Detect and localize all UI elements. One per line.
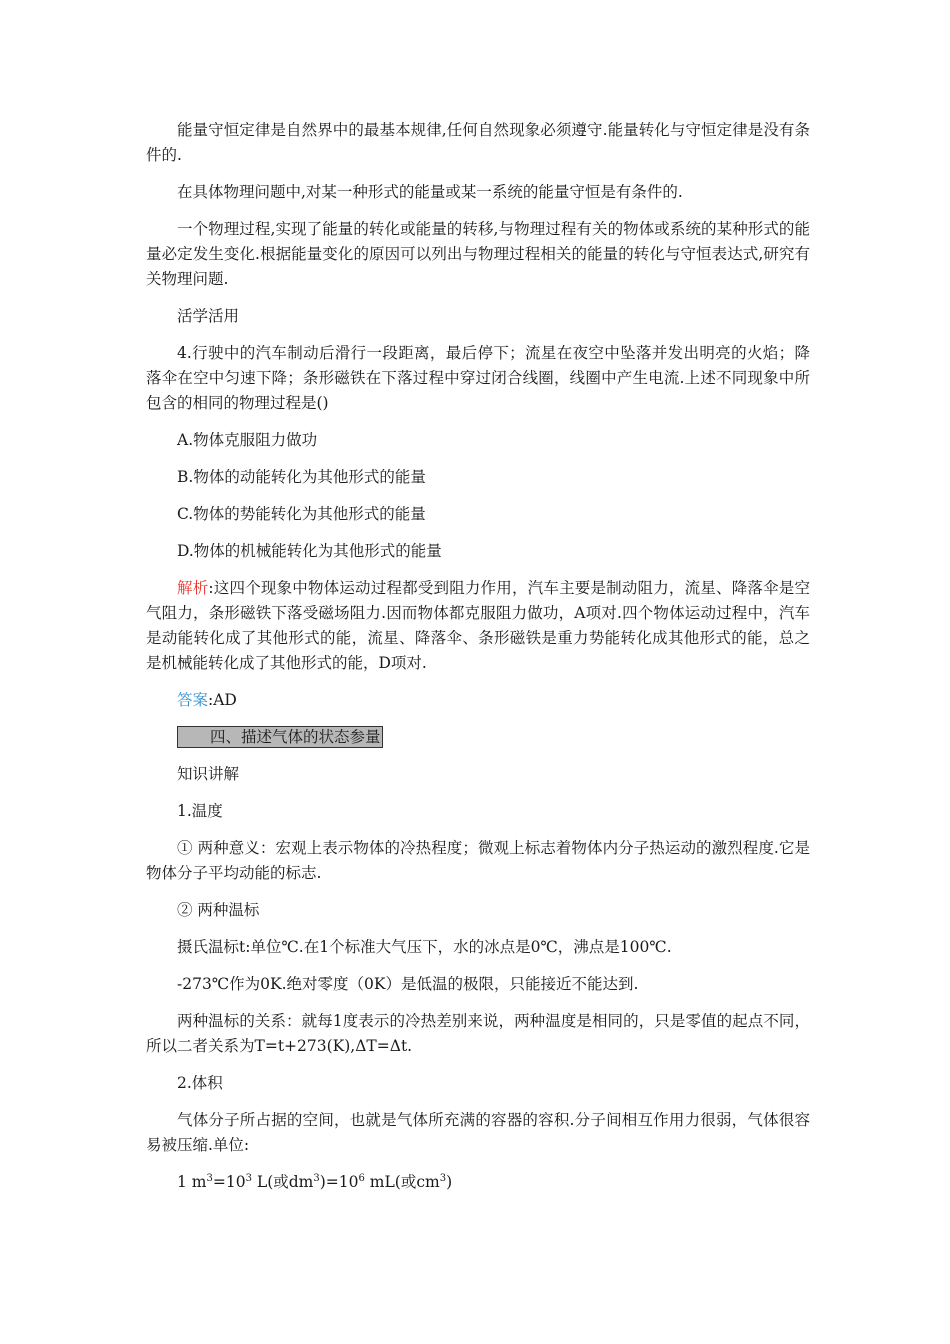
section-label-practice: 活学活用 — [177, 307, 240, 325]
formula-superscript: 3 — [245, 1172, 252, 1184]
volume-unit-formula — [146, 1170, 810, 1195]
subheading-temperature: 1.温度 — [177, 802, 223, 820]
option-c: C.物体的势能转化为其他形式的能量 — [177, 505, 426, 523]
option-d: D.物体的机械能转化为其他形式的能量 — [177, 542, 442, 560]
formula-superscript: 3 — [439, 1172, 447, 1184]
analysis-label: 解析 — [177, 579, 209, 597]
formula-part: L(或dm — [251, 1173, 314, 1191]
formula-superscript: 3 — [206, 1172, 213, 1184]
formula-part: =10 — [212, 1173, 246, 1191]
formula-part: )=10 — [319, 1173, 359, 1191]
paragraph-physical-process: 一个物理过程,实现了能量的转化或能量的转移,与物理过程有关的物体或系统的某种形式的能量必定发生变化.根据能量变化的原因可以列出与物理过程相关的能量的转化与守恒表达式,研究有关物理问题. — [146, 220, 810, 288]
formula-superscript: 6 — [358, 1172, 365, 1184]
paragraph-temperature-meaning: ① 两种意义：宏观上表示物体的冷热程度；微观上标志着物体内分子热运动的激烈程度.它是物体分子平均动能的标志. — [146, 839, 810, 882]
analysis-paragraph — [146, 576, 810, 676]
formula-part: mL(或cm — [364, 1173, 440, 1191]
analysis-text: :这四个现象中物体运动过程都受到阻力作用，汽车主要是制动阻力，流星、降落伞是空气阻力，条形磁铁下落受磁场阻力.因而物体都克服阻力做功，A项对.四个物体运动过程中，汽车是动能转化成了其他形式的能，流星、降落伞、条形磁铁是重力势能转化成其他形式的能，总之是机械能转化成了其他形式的能，D项对. — [146, 579, 810, 672]
section-heading-paragraph — [146, 725, 810, 750]
option-b: B.物体的动能转化为其他形式的能量 — [177, 468, 426, 486]
answer-label: 答案 — [177, 691, 209, 709]
section-label-knowledge: 知识讲解 — [177, 765, 240, 783]
paragraph-scale-relation: 两种温标的关系：就每1度表示的冷热差别来说，两种温度是相同的，只是零值的起点不同，所以二者关系为T=t+273(K),ΔT=Δt. — [146, 1012, 810, 1055]
section-heading: 四、描述气体的状态参量 — [177, 726, 383, 748]
paragraph-absolute-zero: -273℃作为0K.绝对零度（0K）是低温的极限，只能接近不能达到. — [177, 975, 639, 993]
subheading-volume: 2.体积 — [177, 1074, 223, 1092]
formula-part: ) — [446, 1173, 453, 1191]
formula-superscript: 3 — [313, 1172, 320, 1184]
option-a: A.物体克服阻力做功 — [177, 431, 318, 449]
paragraph-conditional-conservation: 在具体物理问题中,对某一种形式的能量或某一系统的能量守恒是有条件的. — [177, 183, 683, 201]
paragraph-celsius: 摄氏温标t:单位℃.在1个标准大气压下，水的冰点是0℃，沸点是100℃. — [177, 938, 672, 956]
paragraph-volume: 气体分子所占据的空间，也就是气体所充满的容器的容积.分子间相互作用力很弱，气体很容易被压缩.单位: — [146, 1111, 810, 1154]
paragraph-two-scales: ② 两种温标 — [177, 901, 260, 919]
answer-paragraph — [146, 688, 810, 713]
paragraph-energy-law: 能量守恒定律是自然界中的最基本规律,任何自然现象必须遵守.能量转化与守恒定律是没有条件的. — [146, 121, 810, 164]
question-4: 4.行驶中的汽车制动后滑行一段距离，最后停下；流星在夜空中坠落并发出明亮的火焰；降落伞在空中匀速下降；条形磁铁在下落过程中穿过闭合线圈，线圈中产生电流.上述不同现象中所包含的相同的物理过程是() — [146, 344, 810, 412]
formula-part: 1 m — [177, 1173, 207, 1191]
document-body — [146, 118, 810, 1207]
answer-text: :AD — [208, 691, 237, 709]
